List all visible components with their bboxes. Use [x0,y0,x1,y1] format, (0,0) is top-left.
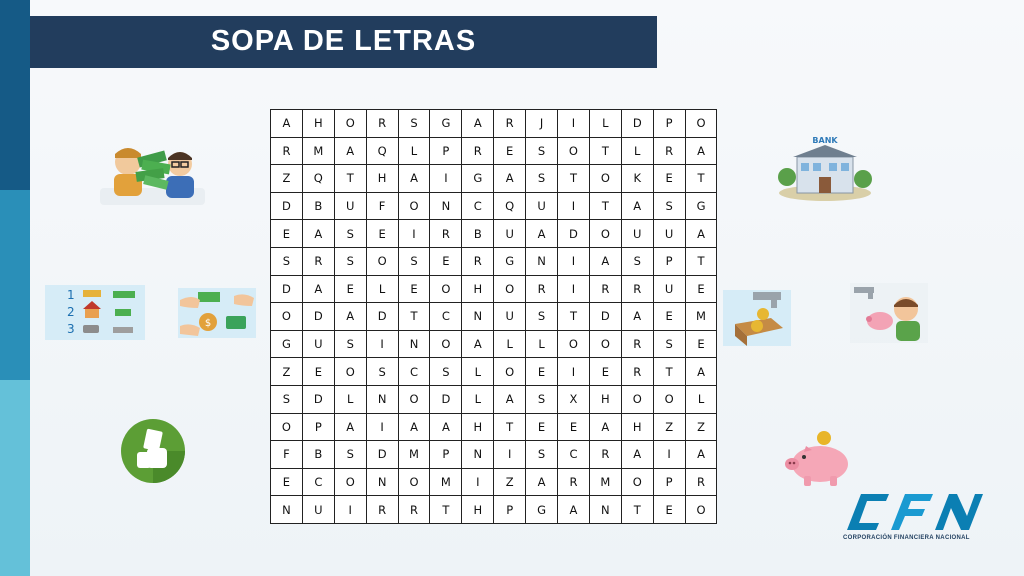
grid-letter-cell[interactable]: R [366,110,398,138]
grid-letter-cell[interactable]: L [685,385,717,413]
grid-letter-cell[interactable]: S [653,192,685,220]
grid-letter-cell[interactable]: E [653,303,685,331]
grid-letter-cell[interactable]: N [271,496,303,524]
money-box-tap-icon [723,290,791,346]
grid-letter-cell[interactable]: I [334,496,366,524]
grid-letter-cell[interactable]: O [589,220,621,248]
grid-letter-cell[interactable]: I [558,358,590,386]
grid-letter-cell[interactable]: O [430,330,462,358]
grid-letter-cell[interactable]: D [621,110,653,138]
svg-text:$: $ [204,318,212,329]
grid-letter-cell[interactable]: H [621,413,653,441]
grid-letter-cell[interactable]: S [334,330,366,358]
grid-letter-cell[interactable]: T [494,413,526,441]
logo-caption: CORPORACIÓN FINANCIERA NACIONAL [843,535,970,541]
grid-letter-cell[interactable]: D [558,220,590,248]
grid-letter-cell[interactable]: L [366,275,398,303]
grid-letter-cell[interactable]: P [653,110,685,138]
grid-letter-cell[interactable]: Q [366,137,398,165]
grid-letter-cell[interactable]: R [366,496,398,524]
grid-letter-cell[interactable]: R [621,275,653,303]
grid-row [271,137,717,165]
grid-letter-cell[interactable]: E [271,468,303,496]
grid-letter-cell[interactable]: M [398,441,430,469]
grid-letter-cell[interactable]: T [430,496,462,524]
grid-letter-cell[interactable]: R [621,358,653,386]
grid-letter-cell[interactable]: O [398,385,430,413]
grid-letter-cell[interactable]: I [558,275,590,303]
grid-letter-cell[interactable]: L [494,330,526,358]
grid-letter-cell[interactable]: S [398,247,430,275]
grid-letter-cell[interactable]: D [302,385,334,413]
grid-row [271,385,717,413]
grid-letter-cell[interactable]: B [302,441,334,469]
grid-letter-cell[interactable]: L [526,330,558,358]
grid-letter-cell[interactable]: L [621,137,653,165]
grid-letter-cell[interactable]: S [526,165,558,193]
grid-letter-cell[interactable]: C [398,358,430,386]
grid-letter-cell[interactable]: B [302,192,334,220]
grid-letter-cell[interactable]: O [621,468,653,496]
grid-row [271,330,717,358]
grid-letter-cell[interactable]: N [462,441,494,469]
grid-letter-cell[interactable]: T [589,137,621,165]
grid-letter-cell[interactable]: D [271,192,303,220]
grid-letter-cell[interactable]: O [334,468,366,496]
grid-letter-cell[interactable]: O [366,247,398,275]
grid-letter-cell[interactable]: P [653,468,685,496]
grid-letter-cell[interactable]: A [558,496,590,524]
grid-letter-cell[interactable]: N [366,468,398,496]
grid-letter-cell[interactable]: R [558,468,590,496]
grid-letter-cell[interactable]: Q [494,192,526,220]
grid-letter-cell[interactable]: E [589,358,621,386]
grid-letter-cell[interactable]: P [653,247,685,275]
grid-letter-cell[interactable]: G [462,165,494,193]
grid-letter-cell[interactable]: A [462,330,494,358]
grid-letter-cell[interactable]: U [653,275,685,303]
boy-piggy-bank-icon [850,283,928,343]
grid-letter-cell[interactable]: M [302,137,334,165]
grid-letter-cell[interactable]: S [366,358,398,386]
grid-letter-cell[interactable]: E [653,165,685,193]
side-stripe-dark [0,0,30,190]
grid-letter-cell[interactable]: N [526,247,558,275]
grid-letter-cell[interactable]: I [653,441,685,469]
grid-letter-cell[interactable]: M [430,468,462,496]
grid-letter-cell[interactable]: G [685,192,717,220]
grid-letter-cell[interactable]: O [653,385,685,413]
grid-letter-cell[interactable]: P [302,413,334,441]
grid-letter-cell[interactable]: E [653,496,685,524]
grid-letter-cell[interactable]: O [589,165,621,193]
grid-letter-cell[interactable]: E [302,358,334,386]
grid-letter-cell[interactable]: G [271,330,303,358]
grid-letter-cell[interactable]: A [526,468,558,496]
grid-letter-cell[interactable]: A [621,441,653,469]
grid-letter-cell[interactable]: L [334,385,366,413]
grid-letter-cell[interactable]: A [621,192,653,220]
grid-letter-cell[interactable]: H [589,385,621,413]
side-stripe-light [0,380,30,576]
grid-letter-cell[interactable]: S [271,385,303,413]
grid-letter-cell[interactable]: C [430,303,462,331]
grid-letter-cell[interactable]: S [334,220,366,248]
grid-letter-cell[interactable]: O [430,275,462,303]
grid-letter-cell[interactable]: G [430,110,462,138]
grid-letter-cell[interactable]: O [334,358,366,386]
grid-letter-cell[interactable]: M [589,468,621,496]
grid-letter-cell[interactable]: E [685,275,717,303]
grid-letter-cell[interactable]: I [366,413,398,441]
grid-letter-cell[interactable]: O [271,303,303,331]
step-1-number: 1 [67,288,75,302]
grid-letter-cell[interactable]: Z [271,165,303,193]
grid-row [271,220,717,248]
grid-row [271,165,717,193]
grid-letter-cell[interactable]: O [685,110,717,138]
grid-letter-cell[interactable]: M [685,303,717,331]
grid-letter-cell[interactable]: R [621,330,653,358]
grid-letter-cell[interactable]: O [494,358,526,386]
grid-letter-cell[interactable]: E [494,137,526,165]
grid-letter-cell[interactable]: S [430,358,462,386]
cash-hand-icon [119,418,187,484]
grid-letter-cell[interactable]: N [430,192,462,220]
grid-letter-cell[interactable]: U [494,303,526,331]
grid-letter-cell[interactable]: O [334,110,366,138]
grid-letter-cell[interactable]: O [621,385,653,413]
grid-letter-cell[interactable]: R [526,275,558,303]
grid-letter-cell[interactable]: H [462,413,494,441]
grid-letter-cell[interactable]: A [302,220,334,248]
grid-letter-cell[interactable]: O [685,496,717,524]
grid-letter-cell[interactable]: N [462,303,494,331]
grid-letter-cell[interactable]: R [653,137,685,165]
grid-row [271,110,717,138]
grid-letter-cell[interactable]: O [271,413,303,441]
grid-letter-cell[interactable]: I [462,468,494,496]
grid-row [271,192,717,220]
grid-letter-cell[interactable]: R [430,220,462,248]
bank-building-icon [775,135,875,203]
grid-letter-cell[interactable]: E [526,413,558,441]
grid-letter-cell[interactable]: S [334,441,366,469]
grid-letter-cell[interactable]: U [653,220,685,248]
grid-letter-cell[interactable]: A [462,110,494,138]
grid-letter-cell[interactable]: T [558,303,590,331]
grid-letter-cell[interactable]: R [685,468,717,496]
grid-letter-cell[interactable]: U [302,496,334,524]
grid-letter-cell[interactable]: R [398,496,430,524]
grid-letter-cell[interactable]: G [494,247,526,275]
grid-letter-cell[interactable]: L [462,385,494,413]
step-3-number: 3 [67,322,75,336]
grid-letter-cell[interactable]: I [494,441,526,469]
grid-letter-cell[interactable]: U [526,192,558,220]
grid-letter-cell[interactable]: A [621,303,653,331]
grid-letter-cell[interactable]: O [589,330,621,358]
grid-letter-cell[interactable]: S [271,247,303,275]
grid-letter-cell[interactable]: L [462,358,494,386]
grid-letter-cell[interactable]: A [271,110,303,138]
grid-letter-cell[interactable]: T [653,358,685,386]
grid-letter-cell[interactable]: O [398,468,430,496]
grid-letter-cell[interactable]: R [302,247,334,275]
grid-letter-cell[interactable]: H [462,496,494,524]
grid-letter-cell[interactable]: P [430,441,462,469]
grid-letter-cell[interactable]: A [302,275,334,303]
grid-letter-cell[interactable]: R [462,137,494,165]
grid-letter-cell[interactable]: T [558,165,590,193]
grid-row [271,496,717,524]
grid-row [271,413,717,441]
grid-letter-cell[interactable]: J [526,110,558,138]
grid-letter-cell[interactable]: A [398,165,430,193]
grid-letter-cell[interactable]: R [271,137,303,165]
step-2-number: 2 [67,305,75,319]
grid-letter-cell[interactable]: N [589,496,621,524]
grid-letter-cell[interactable]: A [685,358,717,386]
grid-letter-cell[interactable]: S [526,137,558,165]
grid-letter-cell[interactable]: S [526,441,558,469]
grid-letter-cell[interactable]: D [589,303,621,331]
word-search-grid [270,109,717,524]
side-stripe-mid [0,190,30,380]
grid-letter-cell[interactable]: E [398,275,430,303]
grid-row [271,275,717,303]
grid-letter-cell[interactable]: P [494,496,526,524]
grid-letter-cell[interactable]: A [685,441,717,469]
grid-letter-cell[interactable]: S [398,110,430,138]
grid-letter-cell[interactable]: A [526,220,558,248]
grid-letter-cell[interactable]: X [558,385,590,413]
grid-letter-cell[interactable]: O [558,137,590,165]
grid-letter-cell[interactable]: E [271,220,303,248]
grid-letter-cell[interactable]: E [685,330,717,358]
grid-letter-cell[interactable]: T [685,165,717,193]
grid-letter-cell[interactable]: S [653,330,685,358]
grid-letter-cell[interactable]: D [366,303,398,331]
grid-letter-cell[interactable]: K [621,165,653,193]
grid-letter-cell[interactable]: H [462,275,494,303]
grid-letter-cell[interactable]: D [271,275,303,303]
grid-letter-cell[interactable]: S [526,385,558,413]
grid-letter-cell[interactable]: D [302,303,334,331]
grid-letter-cell[interactable]: E [430,247,462,275]
grid-letter-cell[interactable]: A [398,413,430,441]
grid-letter-cell[interactable]: E [558,413,590,441]
grid-letter-cell[interactable]: E [366,220,398,248]
grid-letter-cell[interactable]: Q [302,165,334,193]
grid-letter-cell[interactable]: C [302,468,334,496]
grid-letter-cell[interactable]: H [302,110,334,138]
grid-letter-cell[interactable]: T [685,247,717,275]
title-bar [30,16,657,68]
grid-letter-cell[interactable]: L [589,110,621,138]
grid-letter-cell[interactable]: I [398,220,430,248]
grid-letter-cell[interactable]: D [366,441,398,469]
grid-letter-cell[interactable]: A [494,385,526,413]
piggy-bank-coin-icon [780,428,855,488]
grid-letter-cell[interactable]: U [302,330,334,358]
grid-letter-cell[interactable]: I [430,165,462,193]
grid-letter-cell[interactable]: O [558,330,590,358]
grid-row [271,358,717,386]
grid-letter-cell[interactable]: I [558,192,590,220]
grid-letter-cell[interactable]: Z [494,468,526,496]
grid-letter-cell[interactable]: C [462,192,494,220]
grid-letter-cell[interactable]: Z [653,413,685,441]
grid-letter-cell[interactable]: O [398,192,430,220]
bank-sign: BANK [812,136,838,145]
grid-row [271,303,717,331]
grid-letter-cell[interactable]: A [589,247,621,275]
numbered-steps-icon [45,285,145,340]
grid-letter-cell[interactable]: E [526,358,558,386]
grid-letter-cell[interactable]: T [589,192,621,220]
grid-letter-cell[interactable]: I [558,247,590,275]
grid-row [271,468,717,496]
grid-letter-cell[interactable]: F [271,441,303,469]
grid-letter-cell[interactable]: U [621,220,653,248]
grid-letter-cell[interactable]: R [462,247,494,275]
grid-letter-cell[interactable]: R [589,275,621,303]
grid-letter-cell[interactable]: I [366,330,398,358]
grid-letter-cell[interactable]: Z [271,358,303,386]
grid-letter-cell[interactable]: N [366,385,398,413]
grid-row [271,247,717,275]
grid-letter-cell[interactable]: A [334,413,366,441]
grid-letter-cell[interactable]: R [589,441,621,469]
grid-letter-cell[interactable]: H [366,165,398,193]
grid-letter-cell[interactable]: A [685,137,717,165]
grid-letter-cell[interactable]: C [558,441,590,469]
grid-letter-cell[interactable]: R [494,110,526,138]
grid-letter-cell[interactable]: N [398,330,430,358]
grid-letter-cell[interactable]: D [430,385,462,413]
grid-letter-cell[interactable]: A [430,413,462,441]
grid-letter-cell[interactable]: U [494,220,526,248]
slide-title: SOPA DE LETRAS [210,25,477,57]
grid-letter-cell[interactable]: G [526,496,558,524]
grid-letter-cell[interactable]: U [334,192,366,220]
grid-letter-cell[interactable]: I [558,110,590,138]
grid-row [271,441,717,469]
grid-letter-cell[interactable]: L [398,137,430,165]
grid-letter-cell[interactable]: T [398,303,430,331]
grid-letter-cell[interactable]: T [334,165,366,193]
grid-letter-cell[interactable]: T [621,496,653,524]
grid-letter-cell[interactable]: S [621,247,653,275]
grid-letter-cell[interactable]: F [366,192,398,220]
grid-letter-cell[interactable]: P [430,137,462,165]
grid-letter-cell[interactable]: B [462,220,494,248]
money-exchange-icon [178,288,256,338]
cfn-logo-icon [843,490,988,532]
grid-letter-cell[interactable]: A [334,137,366,165]
grid-letter-cell[interactable]: S [526,303,558,331]
grid-letter-cell[interactable]: A [334,303,366,331]
grid-letter-cell[interactable]: S [334,247,366,275]
grid-letter-cell[interactable]: E [334,275,366,303]
grid-letter-cell[interactable]: A [494,165,526,193]
grid-letter-cell[interactable]: Z [685,413,717,441]
grid-letter-cell[interactable]: A [685,220,717,248]
men-with-money-icon [100,140,205,205]
grid-letter-cell[interactable]: A [589,413,621,441]
grid-letter-cell[interactable]: O [494,275,526,303]
